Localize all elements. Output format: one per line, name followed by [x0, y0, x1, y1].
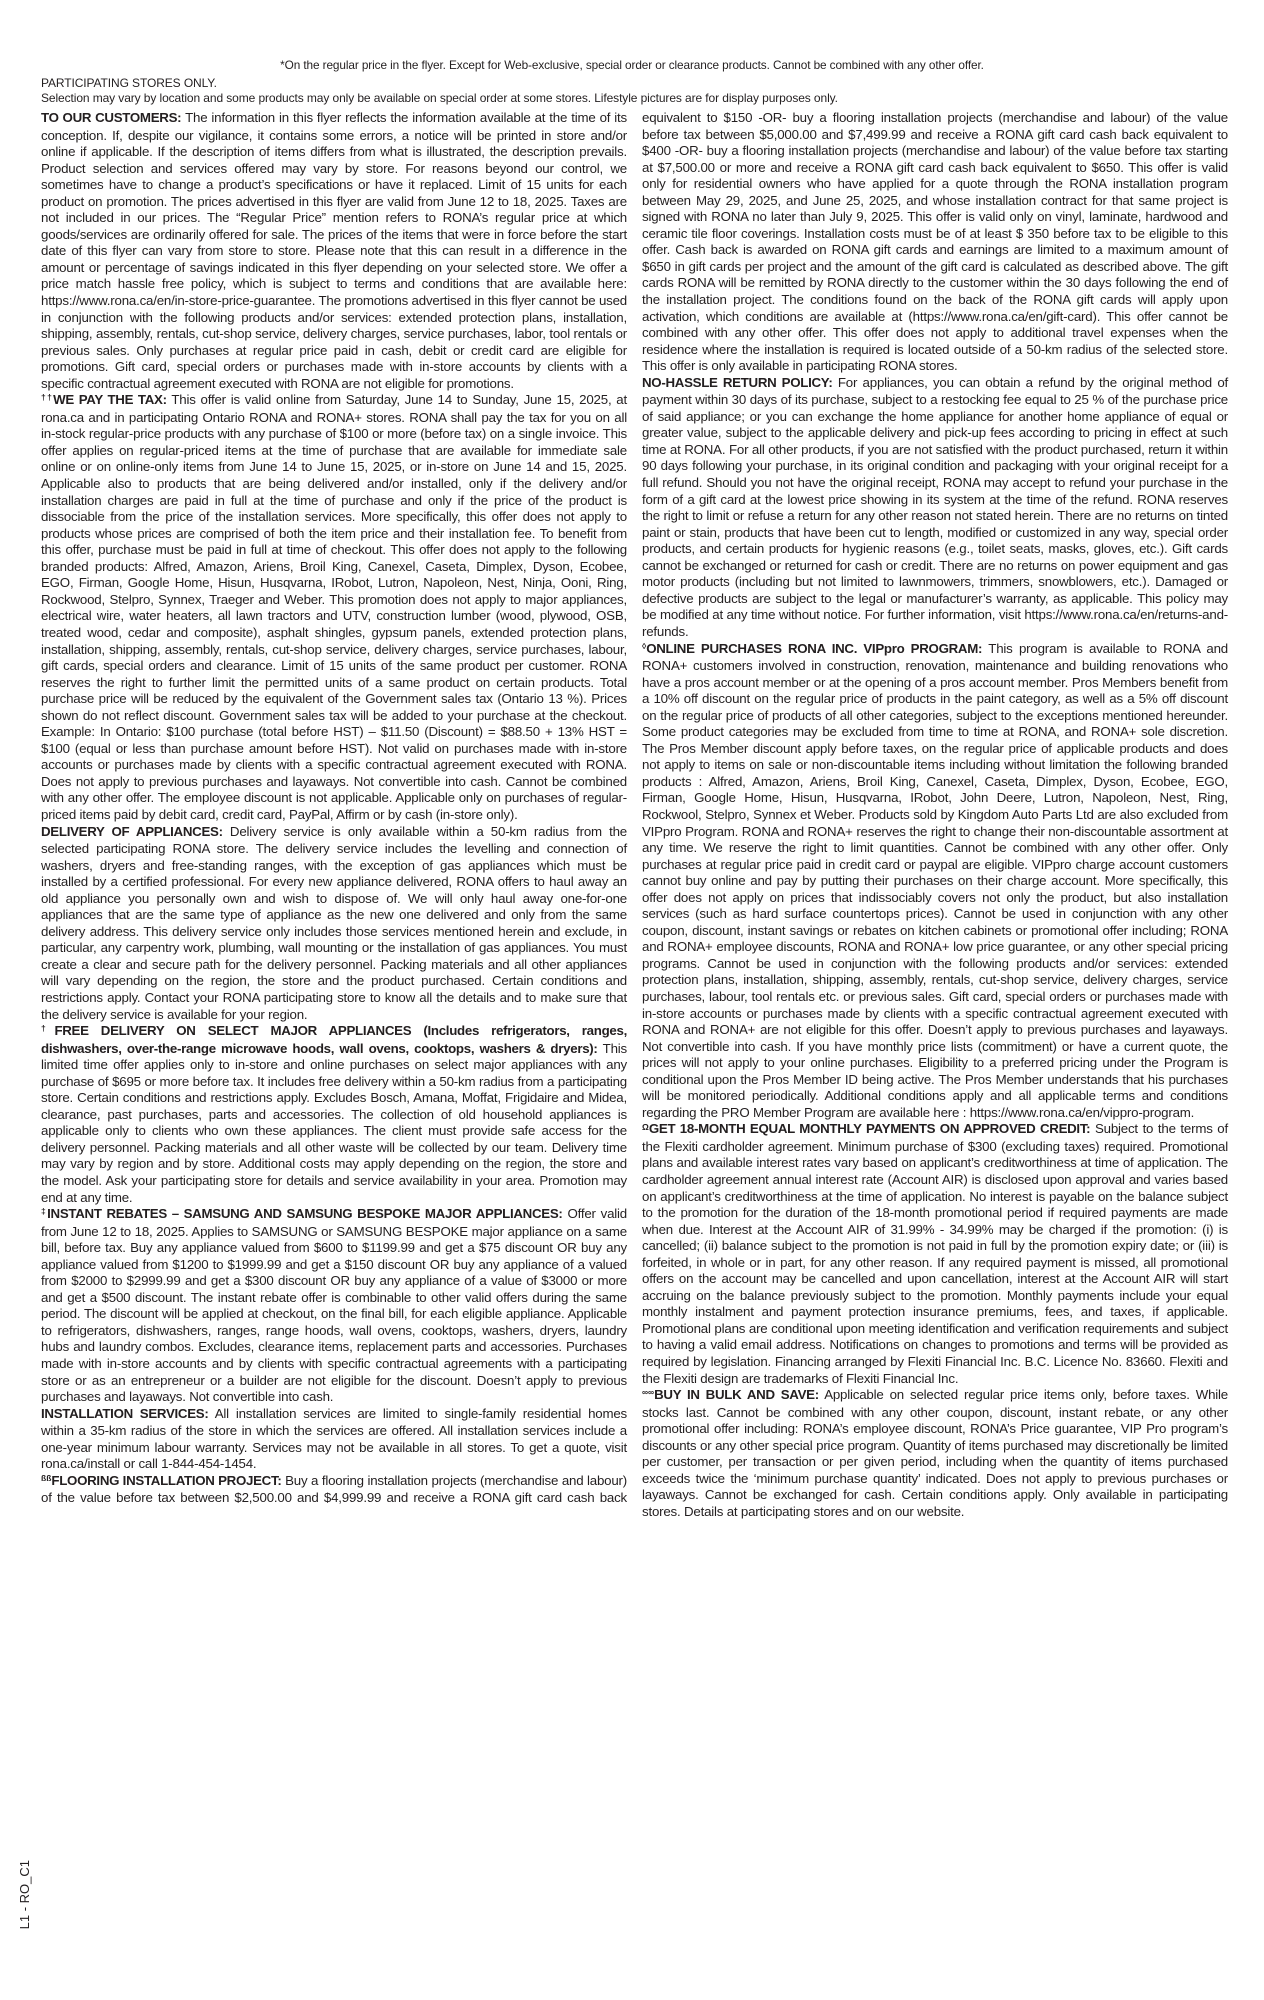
section-heading: FLOORING INSTALLATION PROJECT:: [51, 1472, 282, 1488]
header-notes: [41, 76, 1221, 106]
section-body: All installation services are limited to single-family residential homes within a 35-km radius of the store in which the services are offered. All installation services include a one-year minimum labour warranty. Services may not be available in all stores. To get a quote, visit rona.ca/install or call 1-844-454-1454.: [41, 1405, 628, 1472]
section-body: This offer is valid online from Saturday, June 14 to Sunday, June 15, 2025, at rona.ca and in participating Ontario RONA and RONA+ stores. RONA shall pay the tax for you on all in-stock regular-price products with any purchase of $100 or more (before tax) on a single invoice. This offer applies on regular-priced items at the time of purchase that are available for immediate sale online or on online-only items from June 14 to June 15, 2025, or in-store on June 14 and 15, 2025. Applicable also to products that are being delivered and/or installed, only if the delivery and/or installation charges are paid in full at the time of purchase and only if the price of the product is dissociable from the price of the installation services. More specifically, this offer does not apply to products whose prices are comprised of both the item price and their installation fee. To benefit from this offer, purchase must be paid in full at time of checkout. This offer does not apply to the following branded products: Alfred, Amazon, Ariens, Broil King, Canexel, Caseta, Dimplex, Dyson, Ecobee, EGO, Firman, Google Home, Hisun, Husqvarna, IRobot, Lutron, Napoleon, Nest, Ninja, Ooni, Ring, Rockwood, Stelpro, Synnex, Traeger and Weber. This promotion does not apply to major appliances, electrical wire, water heaters, all lawn tractors and UTV, construction lumber (wood, plywood, OSB, treated wood, cedar and composite), asphalt shingles, gypsum panels, extended protection plans, installation, shipping, assembly, rentals, cut-shop service, delivery charges, service purchases, labour, gift cards, special orders and clearance. Limit of 15 units of the same product per customer. RONA reserves the right to further limit the permitted units of a same product on certain products. Total purchase price will be reduced by the equivalent of the Government sales tax (Ontario 13 %). Prices shown do not reflect discount. Government sales tax will be added to your purchase at the checkout. Example: In Ontario: $100 purchase (total before HST) – $11.50 (Discount) = $88.50 + 13% HST = $100 (equal or less than purchase amount before HST). Not valid on purchases made with in-store accounts or purchases made by clients with a specific contractual agreement executed with RONA. Does not apply to previous purchases and layaways. Not convertible into cash. Cannot be combined with any other offer. The employee discount is not applicable. Applicable only on purchases of regular-priced items paid by debit card, credit card, PayPal, Affirm or by cash (in-store only).: [41, 392, 627, 822]
top-disclaimer: *On the regular price in the flyer. Except for Web-exclusive, special order or clearance products. Cannot be combined with any other offer.: [280, 58, 984, 72]
section-mark: ††: [41, 392, 54, 403]
section-body: Delivery service is only available within a 50-km radius from the selected participating RONA store. The delivery service includes the levelling and connection of washers, dryers and free-standing ranges, with the exception of gas appliances which must be installed by a certified professional. For every new appliance delivered, RONA offers to haul away an old appliance you personally own and wish to dispose of. We will only haul away one-for-one appliances that are the same type of appliance as the new one delivered and only from the same delivery address. This delivery service only includes those services mentioned herein and exclude, in particular, any carpentry work, plumbing, wall mounting or the installation of gas appliances. You must create a clear and secure path for the delivery personnel. Packing materials and all other appliances will vary depending on the region, the store and the product purchased. Certain conditions and restrictions apply. Contact your RONA participating store to know all the details and to make sure that the delivery service is available for your region.: [41, 823, 627, 1022]
section-heading: INSTALLATION SERVICES:: [41, 1405, 209, 1421]
section-mark: Ω: [642, 1121, 649, 1132]
section-we-pay-the-tax: [41, 392, 627, 823]
section-mark: ∞∞: [642, 1387, 655, 1398]
section-mark: ◊: [642, 640, 647, 651]
fine-print-columns: [41, 110, 1228, 1520]
section-body: Buy a flooring installation projects (merchandise and labour) of the value before tax between $2,500.00 and $4,999.99 and receive a RONA gift card cash back equivalent to $150 -OR- buy a flooring installation projects (merchandise and labour) of the value before tax between $5,000.00 and $7,499.99 and receive a RONA gift card cash back equivalent to $400 -OR- buy a flooring installation projects (merchandise and labour) of the value before tax starting at $7,500.00 or more and receive a RONA gift card cash back equivalent to $650. This offer is valid only for residential owners who have applied for a quote through the RONA installation program between May 29, 2025, and June 25, 2025, and whose installation contract for that same project is signed with RONA no later than July 9, 2025. This offer is valid only on vinyl, laminate, hardwood and ceramic tile floor coverings. Installation costs must be of at least $ 350 before tax to be eligible to this offer. Cash back is awarded on RONA gift cards and earnings are limited to a maximum amount of $650 in gift cards per project and the amount of the gift card is calculated as described above. The gift cards RONA will be remitted by RONA directly to the customer within the 30 days following the end of the installation project. The conditions found on the back of the RONA gift cards will apply upon activation, which conditions are available at (https://www.rona.ca/en/gift-card). This offer cannot be combined with any other offer. This offer does not apply to additional travel expenses when the residence where the installation is required is located outside of a 50-km radius of the selected store. This offer is only available in participating RONA stores.: [41, 110, 1228, 1506]
section-to-our-customers: [41, 110, 627, 392]
section-installation-services: [41, 1406, 627, 1473]
section-mark: †: [41, 1023, 55, 1034]
section-vippro-program: [642, 641, 1228, 1122]
section-heading: NO-HASSLE RETURN POLICY:: [642, 374, 833, 390]
section-heading: BUY IN BULK AND SAVE:: [654, 1387, 819, 1403]
section-body: The information in this flyer reflects the information available at the time of its conception. If, despite our vigilance, it contains some errors, a notice will be printed in store and/or online if applicable. If the description of items differs from what is illustrated, the description prevails. Product selection and services offered may vary by store. For reasons beyond our control, we sometimes have to change a product’s specifications or have it replaced. Limit of 15 units for each product on promotion. The prices advertised in this flyer are valid from June 12 to 18, 2025. Taxes are not included in our prices. The “Regular Price” mention refers to RONA’s regular price at which goods/services are ordinarily offered for sale. The prices of the items that were in force before the start date of this flyer can vary from store to store. Please note that this can result in a difference in the amount or percentage of savings indicated in this flyer depending on your selected store. We offer a price match hassle free policy, which is subject to terms and conditions that are available here: https://www.rona.ca/en/in-store-price-guarantee. The promotions advertised in this flyer cannot be used in conjunction with the following products and/or services: extended protection plans, installation, shipping, assembly, rentals, cut-shop service, delivery charges, service purchases, labor, tool rentals or previous sales. Only purchases at regular price paid in cash, debit or credit card are eligible for promotions. Gift card, special orders or purchases made with in-store accounts by clients with a specific contractual agreement executed with RONA are not eligible for promotions.: [41, 110, 627, 391]
section-mark: ßß: [41, 1473, 52, 1484]
section-heading: DELIVERY OF APPLIANCES:: [41, 823, 223, 839]
section-heading: FREE DELIVERY ON SELECT MAJOR APPLIANCES (Includes refrigerators, ranges, dishwashers, over-the-range microwave hoods, wall ovens, cooktops, washers & dryers):: [41, 1023, 627, 1056]
section-body: This program is available to RONA and RONA+ customers involved in construction, renovation, maintenance and building renovations who have a pros account member or at the opening of a pros account member. Pros Members benefit from a 10% off discount on the regular price of products in the paint category, as well as a 5% off discount on the regular price of products of all other categories, subject to the exceptions mentioned hereunder. Some product categories may be excluded from time to time at RONA, and RONA+ sole discretion. The Pros Member discount apply before taxes, on the regular price of applicable products and does not apply to items on sale or non-discountable items including without limitation the following branded products : Alfred, Amazon, Ariens, Broil King, Canexel, Caseta, Dimplex, Dyson, Ecobee, EGO, Firman, Google Home, Hisun, Husqvarna, IRobot, John Deere, Lutron, Napoleon, Nest, Ring, Rockwool, Stelpro, Synnex et Weber. Products sold by Kingdom Auto Parts Ltd are also excluded from VIPpro Program. RONA and RONA+ reserves the right to change their non-discountable assortment at any time. We reserve the right to limit quantities. Cannot be combined with any other offer. Only purchases at regular price paid in credit card or paypal are eligible. VIPpro charge account customers cannot buy online and pay by putting their purchases on their charge account. More specifically, this offer does not apply on prices that indissociably covers not only the product, but also installation services (such as hard surface countertops prices). Cannot be used in conjunction with any other coupon, discount, instant savings or rebates on kitchen cabinets or promotional offer including; RONA and RONA+ employee discounts, RONA and RONA+ low price guarantee, or any other special pricing programs. Cannot be used in conjunction with the following products and/or services: extended protection plans, installation, shipping, assembly, rentals, cut-shop service, delivery charges, service purchases, labour, tool rentals etc. or previous sales. Gift card, special orders or purchases made with in-store accounts or purchases made by clients with a specific contractual agreement executed with RONA and RONA+ are not eligible for this offer. Doesn’t apply to previous purchases and layaways. Not convertible into cash. If you have monthly price lists (commitment) or have a current quote, the prices will not apply to your online purchases. Eligibility to a preferred pricing under the Program is conditional upon the Pros Member ID being active. The Pros Member understands that his purchases will be monitored periodically. Additional conditions apply and all applicable terms and conditions regarding the PRO Member Program are available here : https://www.rona.ca/en/vippro-program.: [642, 640, 1228, 1120]
section-heading: ONLINE PURCHASES RONA INC. VIPpro PROGRAM:: [646, 640, 983, 656]
section-heading: WE PAY THE TAX:: [53, 392, 167, 408]
participating-stores-note: PARTICIPATING STORES ONLY.: [41, 76, 217, 90]
section-delivery-of-appliances: [41, 824, 627, 1024]
section-body: Applicable on selected regular price items only, before taxes. While stocks last. Cannot be combined with any other coupon, discount, instant rebate, or any other promotional offer including: RONA’s employee discount, RONA’s Price guarantee, VIP Pro program’s discounts or any other special price program. Quantity of items purchased may discretionally be limited per customer, per transaction or per given period, including when the quantity of items purchased exceeds twice the ‘minimum purchase quantity’ indicated. Does not apply to previous purchases or layaways. Cannot be exchanged for cash. Certain conditions apply. Only available in participating stores. Details at participating stores and on our website.: [642, 1387, 1229, 1519]
section-free-delivery: [41, 1023, 627, 1206]
section-mark: ‡: [41, 1206, 48, 1217]
section-heading: GET 18-MONTH EQUAL MONTHLY PAYMENTS ON APPROVED CREDIT:: [648, 1121, 1091, 1137]
section-body: For appliances, you can obtain a refund by the original method of payment within 30 days of its purchase, subject to a restocking fee equal to 25 % of the purchase price of said appliance; or you can exchange the home appliance for another home appliance of equal or greater value, subject to the applicable delivery and pick-up fees according to pricing in effect at such time at RONA. For all other products, if you are not satisfied with the product purchased, return it within 90 days following your purchase, in its original condition and packaging with your original receipt for a full refund. Should you not have the original receipt, RONA may accept to refund your purchase in the form of a gift card at the lowest price showing in its system at the time of the refund. RONA reserves the right to limit or refuse a return for any other reason not stated herein. There are no returns on tinted paint or stain, products that have been cut to length, modified or customized in any way, special order products, and certain products for hygienic reasons (e.g., toilet seats, masks, gloves, etc.). Gift cards cannot be exchanged or returned for cash or credit. There are no returns on power equipment and gas motor products (including but not limited to lawnmowers, trimmers, snowblowers, etc.). Damaged or defective products are subject to the legal or manufacturer’s warranty, as applicable. This policy may be modified at any time without notice. For further information, visit https://www.rona.ca/en/returns-and-refunds.: [642, 374, 1229, 639]
section-no-hassle-return-policy: [642, 375, 1228, 641]
section-body: Offer valid from June 12 to 18, 2025. Applies to SAMSUNG or SAMSUNG BESPOKE major appliance on a same bill, before tax. Buy any appliance valued from $600 to $1199.99 and get a $75 discount OR buy any appliance valued from $1200 to $1999.99 and get a $150 discount OR buy any appliance of a valued from $2000 to $2999.99 and get a $300 discount OR buy any appliance of a value of $3000 or more and get a $500 discount. The instant rebate offer is combinable to other valid offers during the same period. The discount will be applied at checkout, on the final bill, for each eligible appliance. Applicable to refrigerators, dishwashers, ranges, range hoods, wall ovens, cooktops, washers, dryers, laundry hubs and laundry combos. Excludes, clearance items, replacement parts and accessories. Purchases made with in-store accounts and by clients with specific contractual agreements with a participating store or as an entrepreneur or a builder are not eligible for the discount. Doesn’t apply to previous purchases and layaways. Not convertible into cash.: [41, 1206, 627, 1405]
section-heading: INSTANT REBATES – SAMSUNG AND SAMSUNG BESPOKE MAJOR APPLIANCES:: [47, 1206, 563, 1222]
section-flexiti-financing: [642, 1121, 1228, 1387]
selection-note: Selection may vary by location and some products may only be available on special order at some stores. Lifestyle pictures are for display purposes only.: [41, 91, 838, 105]
section-body: This limited time offer applies only to in-store and online purchases on select major appliances with any purchase of $695 or more before tax. It includes free delivery within a 50-km radius from a participating store. Certain conditions and restrictions apply. Excludes Bosch, Amana, Moffat, Frigidaire and Midea, clearance, past purchases, parts and accessories. The collection of old household appliances is applicable only to clients who own these appliances. The client must provide safe access for the delivery personnel. Packing materials and all other waste will be collected by our team. Delivery time may vary by region and by store. Additional costs may apply depending on the region, the store and the model. Ask your participating store for details and service availability in your area. Promotion may end at any time.: [41, 1040, 627, 1205]
side-code: L1 - RO_C1: [17, 1860, 32, 1930]
section-instant-rebates: [41, 1206, 627, 1406]
section-heading: TO OUR CUSTOMERS:: [41, 110, 182, 125]
section-buy-in-bulk: [642, 1387, 1228, 1520]
section-body: Subject to the terms of the Flexiti cardholder agreement. Minimum purchase of $300 (excluding taxes) required. Promotional plans and available interest rates vary based on applicant’s creditworthiness at time of application. The cardholder agreement annual interest rate (Account AIR) is disclosed upon approval and varies based on applicant’s creditworthiness at the time of application. No interest is payable on the balance subject to the promotion for the duration of the 18-month promotional period if required payments are made when due. Interest at the Account AIR of 31.99% - 34.99% may be charged if the promotion: (i) is cancelled; (ii) balance subject to the promotion is not paid in full by the promotion expiry date; or (iii) is forfeited, in whole or in part, for any other reason. If any required payment is missed, all promotional offers on the account may be cancelled and upon cancellation, interest at the Account AIR will start accruing on the balance previously subject to the promotion. Monthly payments include your equal monthly instalment and payment protection insurance premiums, fees, and taxes, if applicable. Promotional plans are conditional upon meeting identification and verification requirements and subject to having a valid email address. Notifications on changes to promotions and terms will be provided as required by legislation. Financing arranged by Flexiti Financial Inc. B.C. Licence No. 83660. Flexiti and the Flexiti design are trademarks of Flexiti Financial Inc.: [642, 1121, 1229, 1386]
